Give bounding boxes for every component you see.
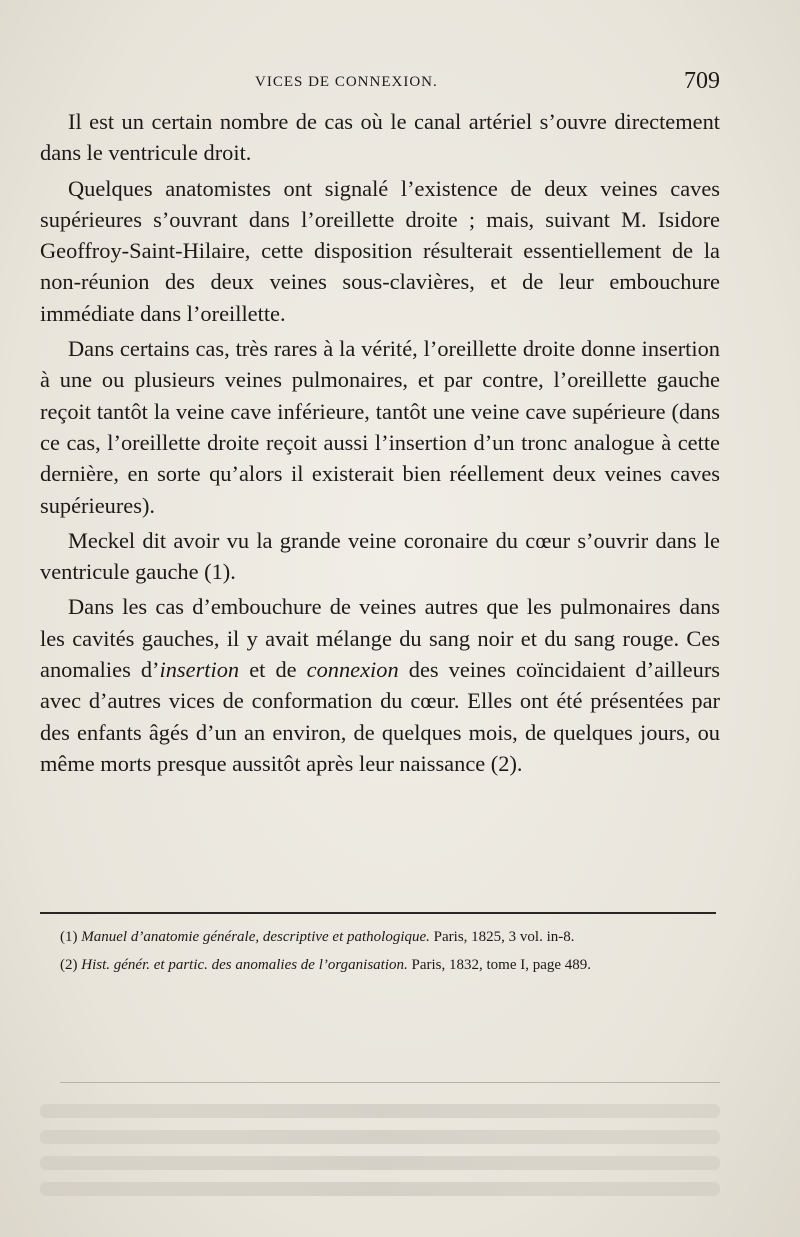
paragraph-2	[40, 173, 720, 329]
bleed-through-shadow	[40, 1156, 720, 1170]
paragraph-text: et de	[239, 657, 307, 683]
paragraph-text: Il est un certain nombre de cas où le canal artériel s’ouvre directement dans le ventricule droit.	[40, 109, 720, 166]
paragraph-text: Dans certains cas, très rares à la vérité, l’oreillette droite donne insertion à une ou plusieurs veines pulmonaires, et par contre, l’oreillette gauche reçoit tantôt la veine cave inférieure, tantôt une veine cave supérieure (dans ce cas, l’oreillette droite reçoit aussi l’insertion d’un tronc analogue à cette dernière, en sorte qu’alors il existerait bien réellement deux veines caves supérieures).	[40, 336, 720, 518]
italic-term-connexion: connexion	[306, 657, 399, 683]
paragraph-5	[40, 591, 720, 779]
italic-term-insertion: insertion	[159, 657, 240, 683]
paragraph-text: Quelques anatomistes ont signalé l’existence de deux veines caves supérieures s’ouvrant dans l’oreillette droite ; mais, suivant M. Isidore Geoffroy-Saint-Hilaire, cette disposition résulterait essentiellement de la non-réunion des deux veines sous-clavières, et de leur embouchure immédiate dans l’oreillette.	[40, 175, 720, 326]
footnote-marker: (2)	[60, 957, 82, 973]
paragraph-1	[40, 106, 720, 169]
paragraph-4	[40, 525, 720, 588]
footnote-1	[44, 926, 720, 949]
bleed-through-shadow	[40, 1182, 720, 1196]
footnote-2	[44, 954, 720, 977]
main-text	[40, 106, 720, 783]
footnote-title: Manuel d’anatomie générale, descriptive et pathologique.	[81, 929, 430, 945]
footnote-text: Paris, 1832, tome I, page 489.	[407, 957, 592, 973]
footnote-text: Paris, 1825, 3 vol. in-8.	[429, 929, 575, 945]
running-head: VICES DE CONNEXION.	[255, 74, 438, 90]
footnote-marker: (1)	[60, 929, 82, 945]
paragraph-text: des veines coïncidaient d’ailleurs avec d’autres vices de conformation du cœur. Elles ont été présentées par des enfants âgés d’un an environ, de quelques mois, de quelques jours, ou même morts presque aussitôt après leur naissance (2).	[40, 657, 720, 776]
paragraph-text: Dans les cas d’embouchure de veines autres que les pulmonaires dans les cavités gauches, il y avait mélange du sang noir et du sang rouge. Ces anomalies d’	[40, 594, 720, 683]
paragraph-text: Meckel dit avoir vu la grande veine coronaire du cœur s’ouvrir dans le ventricule gauche (1).	[40, 527, 720, 585]
bleed-through-rule	[60, 1082, 720, 1083]
page-number: 709	[684, 68, 720, 94]
footnotes	[44, 926, 720, 982]
page-header	[40, 68, 720, 102]
footnote-divider	[40, 912, 716, 914]
paragraph-3	[40, 333, 720, 521]
footnote-title: Hist. génér. et partic. des anomalies de l’organisation.	[81, 957, 408, 973]
bleed-through-shadow	[40, 1130, 720, 1144]
bleed-through-shadow	[40, 1104, 720, 1118]
